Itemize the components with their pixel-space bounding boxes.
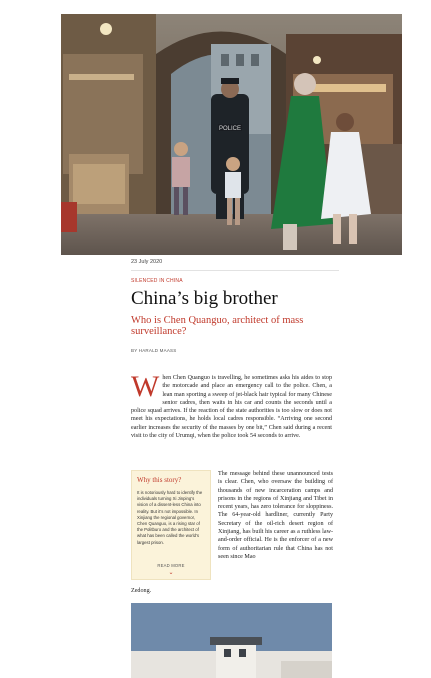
article-photo-illustration (131, 603, 332, 678)
article-paragraph-continued: Zedong. (131, 588, 152, 594)
why-this-story-box (131, 470, 211, 580)
article-kicker[interactable]: SILENCED IN CHINA (131, 278, 183, 284)
article-date: 23 July 2020 (131, 259, 163, 265)
sidebox-heading: Why this story? (137, 476, 182, 484)
article-subtitle: Who is Chen Quanguo, architect of mass surveillance? (131, 315, 304, 337)
chevron-down-icon[interactable]: ⌄ (168, 570, 174, 576)
hero-photo-illustration (61, 14, 402, 255)
article-paragraph (131, 370, 332, 440)
sidebox-text: It is notoriously hard to identify the individuals turning Xi Jinping’s vision of a dissent-less China into reality. But it’s not impossible. In Xinjiang the regional governor, Chen Quanguo, is a rising star of the Politburo and the architect of what has been called the world’s largest prison. (137, 490, 203, 545)
police-vest-label: POLICE (218, 126, 242, 132)
drop-cap: W (131, 370, 160, 403)
article-byline: BY HARALD MAASS (131, 348, 177, 353)
hero-photo (61, 14, 402, 255)
divider (131, 270, 339, 271)
read-more-button[interactable]: READ MORE (157, 563, 185, 568)
article-title: China’s big brother (131, 288, 278, 309)
paragraph-text: hen Chen Quanguo is travelling, he sometimes asks his aides to stop the motorcade and place an emergency call to the police. Chen, a lean man sporting a sweep of jet-black hair typical for many Chinese senior cadres, then waits in his car and counts the seconds until a police squad arrives. If the reaction of the state authorities is too slow or does not meet his expectations, he holds local cadres responsible. “Arriving one second earlier increases the security of the masses by one bit,” Chen said during a recent visit to the city of Urumqi, when the police took 54 seconds to arrive. (131, 375, 332, 440)
article-photo (131, 603, 332, 678)
article-paragraph: The message behind these unannounced tests is clear. Chen, who oversaw the building of thousands of new incarceration camps and prisons in the regions of Xinjiang and Tibet in recent years, has zero tolerance for sloppiness. The 64-year-old hardliner, currently Party Secretary of the oil-rich desert region of Xinjiang, has built his career as a ruthless law-and-order official. He is the enforcer of a new form of authoritarian rule that China has not seen since Mao (218, 471, 333, 560)
